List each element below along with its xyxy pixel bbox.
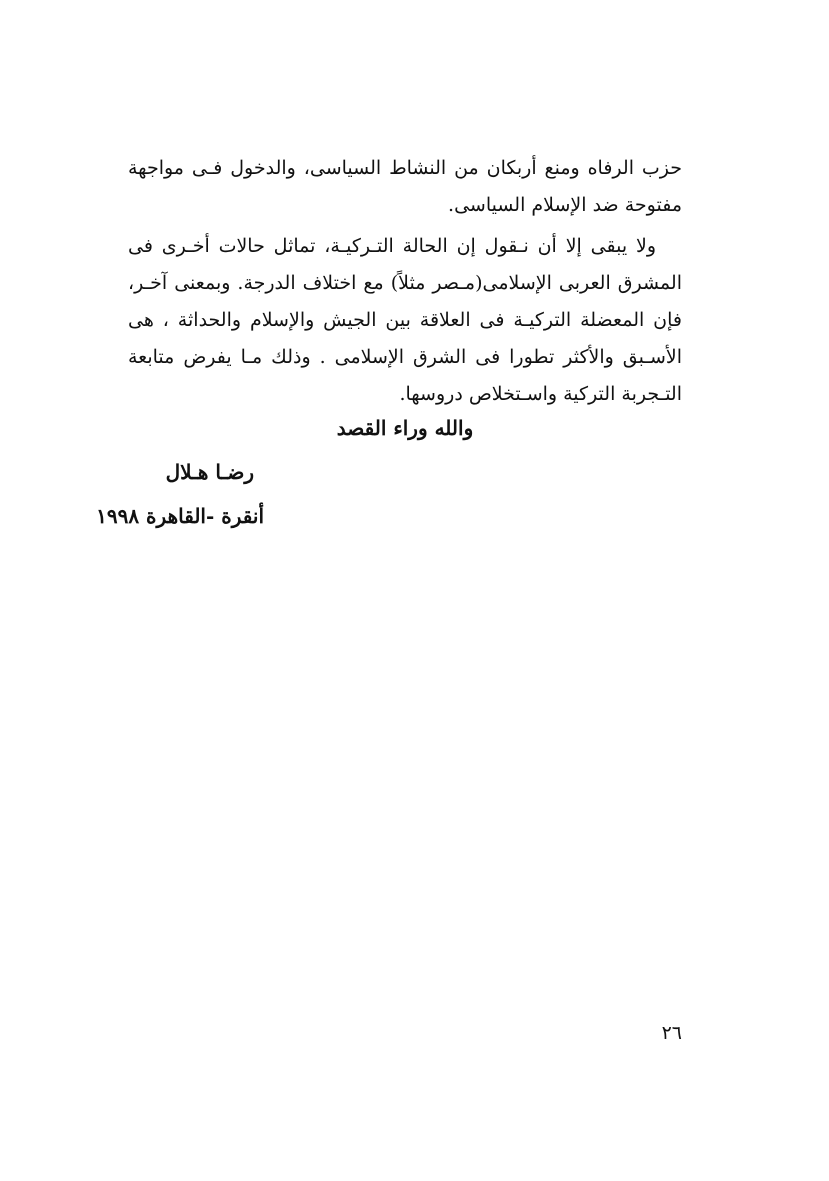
closing-phrase: والله وراء القصد bbox=[336, 416, 474, 440]
page-number: ٢٦ bbox=[661, 1022, 682, 1044]
author-signature: رضـا هـلال bbox=[165, 460, 254, 484]
paragraph-1: حزب الرفاه ومنع أربكان من النشاط السياسى، والدخول فـى مواجهة مفتوحة ضد الإسلام السياسى. bbox=[128, 157, 682, 216]
place-and-date: أنقرة -القاهرة ١٩٩٨ bbox=[96, 504, 264, 528]
paragraph-2: ولا يبقى إلا أن نـقول إن الحالة التـركيـة، تماثل حالات أخـرى فى المشرق العربى الإسلامى(مـصر مثلاً) مع اختلاف الدرجة. وبمعنى آخـر، فإن المعضلة التركيـة فى العلاقة بين الجيش والإسلام والحداثة ، هى الأسـبق والأكثر تطورا فى الشرق الإسلامى . وذلك مـا يفرض متابعة التـجربة التركية واسـتخلاص دروسها. bbox=[128, 235, 682, 405]
